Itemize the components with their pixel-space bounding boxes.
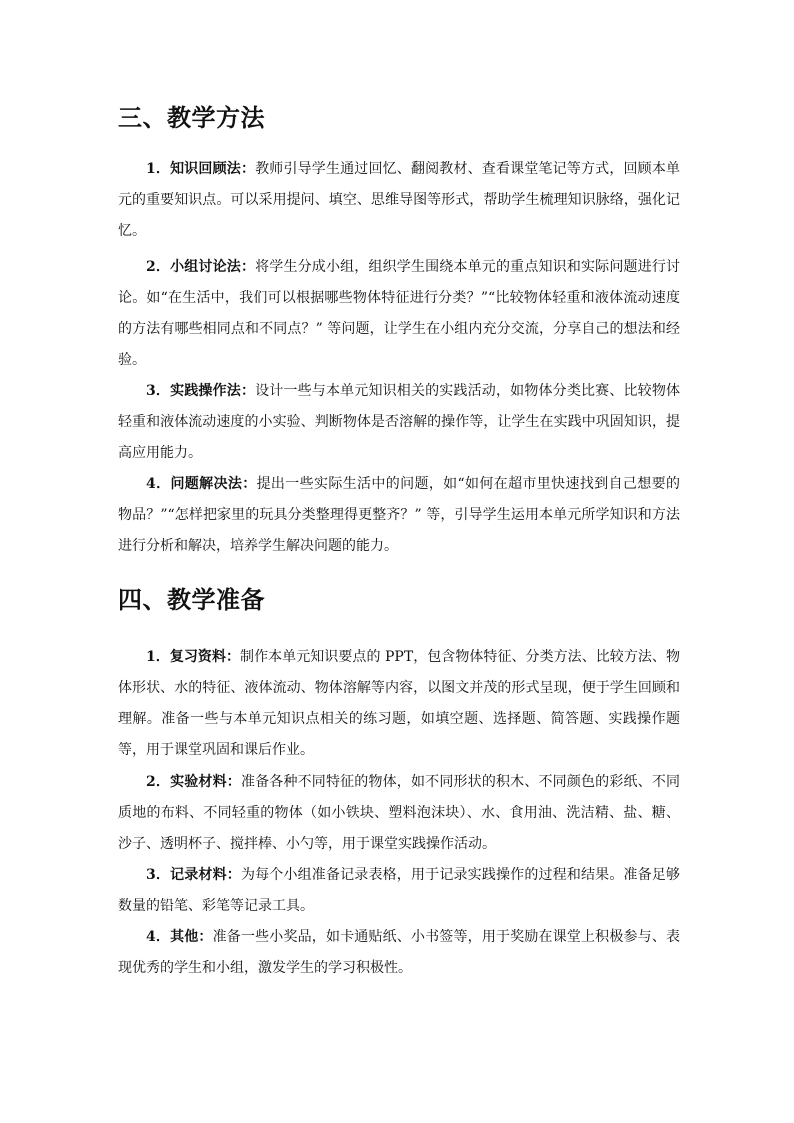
preparation-item-1 [118,642,680,766]
item-number: 2． [146,774,171,790]
item-number: 1． [146,649,170,665]
item-number: 2． [146,259,171,275]
item-number: 1． [146,161,171,177]
item-label: 问题解决法： [170,476,257,492]
item-number: 3． [146,383,171,399]
method-item-1 [118,154,680,247]
item-text: 将学生分成小组，组织学生围绕本单元的重点知识和实际问题进行讨论。如“在生活中，我们可以根据哪些物体特征进行分类？”“比较物体轻重和液体流动速度的方法有哪些相同点和不同点？” 等问题，让学生在小组内充分交流，分享自己的想法和经验。 [118,259,681,368]
item-number: 4． [146,476,171,492]
item-label: 实验材料： [170,774,241,790]
method-item-3 [118,376,680,469]
section-title-teaching-preparation: 四、教学准备 [118,586,265,614]
item-label: 其他： [170,929,213,945]
item-text: 制作本单元知识要点的 PPT，包含物体特征、分类方法、比较方法、物体形状、水的特征、液体流动、物体溶解等内容，以图文并茂的形式呈现，便于学生回顾和理解。准备一些与本单元知识点相关的练习题，如填空题、选择题、简答题、实践操作题等，用于课堂巩固和课后作业。 [118,649,680,758]
preparation-item-3 [118,860,680,922]
item-text: 准备一些小奖品，如卡通贴纸、小书签等，用于奖励在课堂上积极参与、表现优秀的学生和小组，激发学生的学习积极性。 [118,929,681,976]
item-label: 记录材料： [170,867,241,883]
item-label: 知识回顾法： [170,161,256,177]
item-number: 4． [146,929,171,945]
section-title-teaching-methods: 三、教学方法 [118,104,265,132]
item-text: 准备各种不同特征的物体，如不同形状的积木、不同颜色的彩纸、不同质地的布料、不同轻重的物体（如小铁块、塑料泡沫块）、水、食用油、洗洁精、盐、糖、沙子、透明杯子、搅拌棒、小勺等，用于课堂实践操作活动。 [118,774,681,852]
item-text: 设计一些与本单元知识相关的实践活动，如物体分类比赛、比较物体轻重和液体流动速度的小实验、判断物体是否溶解的操作等，让学生在实践中巩固知识，提高应用能力。 [118,383,681,461]
preparation-item-4 [118,922,680,984]
item-label: 实践操作法： [170,383,256,399]
method-item-2 [118,252,680,376]
item-label: 小组讨论法： [170,259,256,275]
item-text: 教师引导学生通过回忆、翻阅教材、查看课堂笔记等方式，回顾本单元的重要知识点。可以采用提问、填空、思维导图等形式，帮助学生梳理知识脉络，强化记忆。 [118,161,681,239]
item-number: 3． [146,867,171,883]
item-text: 为每个小组准备记录表格，用于记录实践操作的过程和结果。准备足够数量的铅笔、彩笔等记录工具。 [118,867,681,914]
item-text: 提出一些实际生活中的问题，如“如何在超市里快速找到自己想要的物品？”“怎样把家里的玩具分类整理得更整齐？” 等，引导学生运用本单元所学知识和方法进行分析和解决，培养学生解决问题的能力。 [118,476,680,554]
item-label: 复习资料： [169,649,241,665]
method-item-4 [118,469,680,562]
preparation-item-2 [118,767,680,860]
